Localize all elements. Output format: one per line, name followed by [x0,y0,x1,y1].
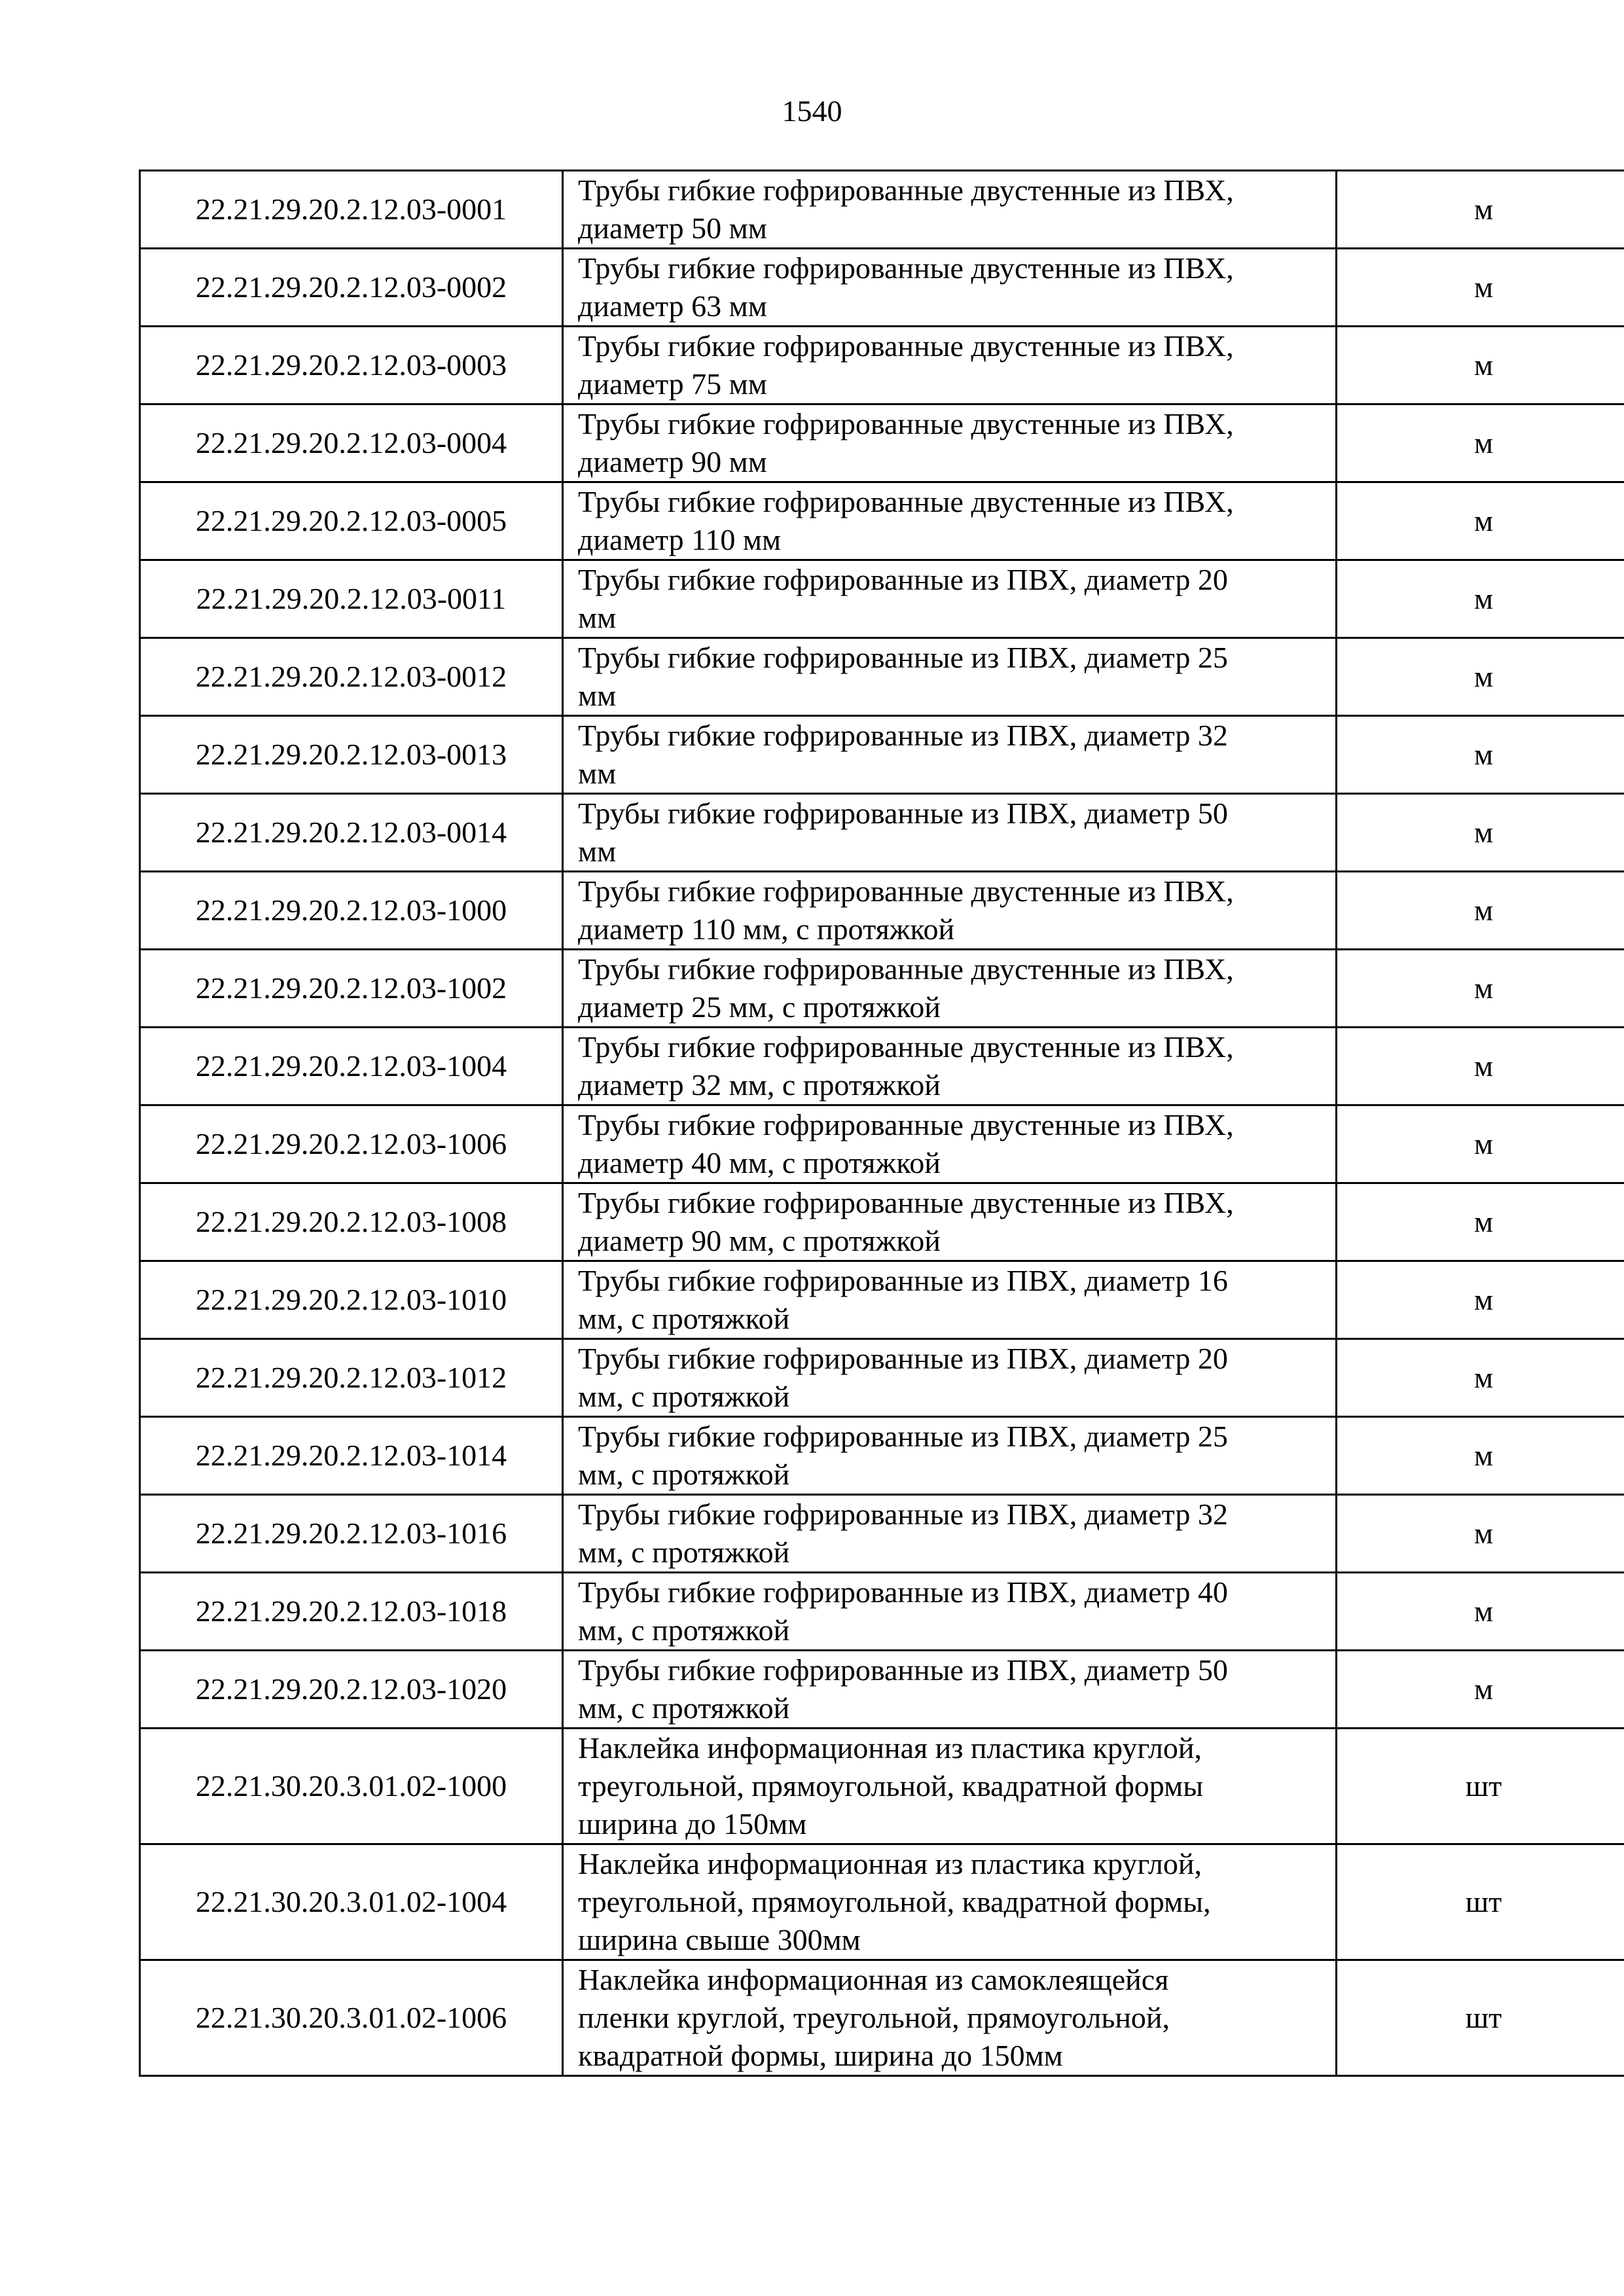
table-row [140,872,1624,950]
description-line: Трубы гибкие гофрированные двустенные из ПВХ, [578,952,1234,986]
unit-of-measure-cell: м [1337,1105,1624,1183]
description-line: Трубы гибкие гофрированные двустенные из ПВХ, [578,1186,1234,1219]
resource-code-cell: 22.21.29.20.2.12.03-1000 [140,872,563,950]
resource-code-cell: 22.21.29.20.2.12.03-0004 [140,404,563,482]
resource-code-cell: 22.21.29.20.2.12.03-1016 [140,1495,563,1573]
description-line: квадратной формы, ширина до 150мм [578,2039,1063,2072]
table-row [140,249,1624,327]
description-line: мм [578,679,617,712]
unit-of-measure-cell: м [1337,1339,1624,1417]
description-line: пленки круглой, треугольной, прямоугольной, [578,2001,1170,2034]
table-row [140,482,1624,560]
table-row [140,1651,1624,1729]
resource-description-cell [563,171,1337,249]
description-line: мм, с протяжкой [578,1535,790,1569]
unit-of-measure-cell: м [1337,1028,1624,1105]
description-line: треугольной, прямоугольной, квадратной формы, [578,1885,1211,1918]
resource-code-cell: 22.21.29.20.2.12.03-0013 [140,716,563,794]
table-row [140,794,1624,872]
description-line: диаметр 63 мм [578,289,767,323]
resource-code-cell: 22.21.29.20.2.12.03-1018 [140,1573,563,1651]
table-row [140,404,1624,482]
description-line: Трубы гибкие гофрированные из ПВХ, диаметр 16 [578,1264,1228,1297]
description-line: Трубы гибкие гофрированные из ПВХ, диаметр 40 [578,1575,1228,1609]
description-line: мм, с протяжкой [578,1691,790,1725]
table-row [140,327,1624,404]
description-line: Трубы гибкие гофрированные двустенные из ПВХ, [578,485,1234,518]
unit-of-measure-cell: м [1337,482,1624,560]
description-line: Трубы гибкие гофрированные двустенные из ПВХ, [578,407,1234,440]
table-row [140,1844,1624,1960]
table-row [140,716,1624,794]
table-row [140,560,1624,638]
unit-of-measure-cell: м [1337,1417,1624,1495]
table-row [140,1729,1624,1844]
table-row [140,1495,1624,1573]
table-row [140,1339,1624,1417]
resource-code-cell: 22.21.29.20.2.12.03-1014 [140,1417,563,1495]
resource-description-cell [563,950,1337,1028]
resource-catalog-table [139,170,1624,2077]
unit-of-measure-cell: шт [1337,1729,1624,1844]
unit-of-measure-cell: м [1337,1495,1624,1573]
resource-description-cell [563,1960,1337,2076]
resource-code-cell: 22.21.29.20.2.12.03-0011 [140,560,563,638]
description-line: Трубы гибкие гофрированные из ПВХ, диаметр 25 [578,1420,1228,1453]
unit-of-measure-cell: шт [1337,1844,1624,1960]
description-line: Наклейка информационная из самоклеящейся [578,1963,1169,1996]
resource-description-cell [563,1028,1337,1105]
description-line: диаметр 110 мм [578,523,782,556]
description-line: диаметр 32 мм, с протяжкой [578,1068,941,1102]
resource-description-cell [563,872,1337,950]
resource-description-cell [563,1105,1337,1183]
description-line: Трубы гибкие гофрированные из ПВХ, диаметр 20 [578,1342,1228,1375]
table-row [140,171,1624,249]
resource-description-cell [563,560,1337,638]
resource-code-cell: 22.21.29.20.2.12.03-0012 [140,638,563,716]
description-line: диаметр 75 мм [578,367,767,401]
description-line: диаметр 25 мм, с протяжкой [578,990,941,1024]
table-row [140,1028,1624,1105]
description-line: диаметр 40 мм, с протяжкой [578,1146,941,1179]
resource-description-cell [563,1651,1337,1729]
unit-of-measure-cell: м [1337,950,1624,1028]
unit-of-measure-cell: м [1337,638,1624,716]
unit-of-measure-cell: м [1337,327,1624,404]
resource-code-cell: 22.21.29.20.2.12.03-0001 [140,171,563,249]
table-row [140,1105,1624,1183]
table-row [140,638,1624,716]
resource-description-cell [563,1261,1337,1339]
description-line: мм, с протяжкой [578,1613,790,1647]
resource-code-cell: 22.21.29.20.2.12.03-0003 [140,327,563,404]
description-line: Трубы гибкие гофрированные двустенные из ПВХ, [578,173,1234,207]
description-line: Трубы гибкие гофрированные из ПВХ, диаметр 25 [578,641,1228,674]
page-number: 1540 [782,94,842,128]
description-line: Трубы гибкие гофрированные двустенные из ПВХ, [578,874,1234,908]
resource-code-cell: 22.21.29.20.2.12.03-1006 [140,1105,563,1183]
table-row [140,1261,1624,1339]
description-line: Трубы гибкие гофрированные двустенные из ПВХ, [578,1030,1234,1064]
description-line: Трубы гибкие гофрированные из ПВХ, диаметр 32 [578,719,1228,752]
resource-code-cell: 22.21.29.20.2.12.03-1002 [140,950,563,1028]
resource-description-cell [563,794,1337,872]
description-line: диаметр 90 мм, с протяжкой [578,1224,941,1257]
table-row [140,1183,1624,1261]
description-line: Наклейка информационная из пластика круглой, [578,1847,1202,1880]
description-line: диаметр 110 мм, с протяжкой [578,912,955,946]
resource-description-cell [563,249,1337,327]
resource-code-cell: 22.21.29.20.2.12.03-0005 [140,482,563,560]
description-line: Трубы гибкие гофрированные из ПВХ, диаметр 32 [578,1498,1228,1531]
resource-description-cell [563,404,1337,482]
resource-code-cell: 22.21.29.20.2.12.03-0014 [140,794,563,872]
description-line: мм [578,757,617,790]
resource-description-cell [563,1573,1337,1651]
description-line: мм, с протяжкой [578,1380,790,1413]
resource-code-cell: 22.21.29.20.2.12.03-1020 [140,1651,563,1729]
resource-description-cell [563,638,1337,716]
unit-of-measure-cell: м [1337,560,1624,638]
description-line: треугольной, прямоугольной, квадратной формы [578,1769,1204,1803]
unit-of-measure-cell: м [1337,404,1624,482]
description-line: Трубы гибкие гофрированные из ПВХ, диаметр 20 [578,563,1228,596]
resource-description-cell [563,482,1337,560]
resource-description-cell [563,1844,1337,1960]
resource-code-cell: 22.21.29.20.2.12.03-1012 [140,1339,563,1417]
unit-of-measure-cell: м [1337,716,1624,794]
resource-description-cell [563,1339,1337,1417]
description-line: диаметр 50 мм [578,211,767,245]
description-line: ширина до 150мм [578,1807,807,1840]
resource-code-cell: 22.21.30.20.3.01.02-1004 [140,1844,563,1960]
description-line: ширина свыше 300мм [578,1923,861,1956]
catalog-table-body [140,171,1624,2076]
description-line: диаметр 90 мм [578,445,767,478]
resource-code-cell: 22.21.30.20.3.01.02-1000 [140,1729,563,1844]
unit-of-measure-cell: м [1337,171,1624,249]
description-line: Трубы гибкие гофрированные из ПВХ, диаметр 50 [578,1653,1228,1687]
description-line: мм [578,601,617,634]
unit-of-measure-cell: м [1337,1651,1624,1729]
resource-code-cell: 22.21.30.20.3.01.02-1006 [140,1960,563,2076]
description-line: Трубы гибкие гофрированные двустенные из ПВХ, [578,251,1234,285]
unit-of-measure-cell: м [1337,1261,1624,1339]
description-line: мм, с протяжкой [578,1302,790,1335]
description-line: Наклейка информационная из пластика круглой, [578,1731,1202,1765]
unit-of-measure-cell: м [1337,249,1624,327]
resource-description-cell [563,1183,1337,1261]
unit-of-measure-cell: м [1337,1183,1624,1261]
table-row [140,1417,1624,1495]
unit-of-measure-cell: м [1337,872,1624,950]
description-line: мм [578,834,617,868]
description-line: Трубы гибкие гофрированные двустенные из ПВХ, [578,329,1234,363]
table-row [140,1573,1624,1651]
description-line: мм, с протяжкой [578,1458,790,1491]
description-line: Трубы гибкие гофрированные двустенные из ПВХ, [578,1108,1234,1141]
unit-of-measure-cell: м [1337,1573,1624,1651]
resource-description-cell [563,716,1337,794]
resource-description-cell [563,1729,1337,1844]
resource-description-cell [563,1417,1337,1495]
resource-code-cell: 22.21.29.20.2.12.03-1004 [140,1028,563,1105]
resource-code-cell: 22.21.29.20.2.12.03-1008 [140,1183,563,1261]
table-row [140,950,1624,1028]
resource-code-cell: 22.21.29.20.2.12.03-0002 [140,249,563,327]
resource-description-cell [563,1495,1337,1573]
unit-of-measure-cell: шт [1337,1960,1624,2076]
table-row [140,1960,1624,2076]
resource-description-cell [563,327,1337,404]
description-line: Трубы гибкие гофрированные из ПВХ, диаметр 50 [578,797,1228,830]
unit-of-measure-cell: м [1337,794,1624,872]
resource-code-cell: 22.21.29.20.2.12.03-1010 [140,1261,563,1339]
